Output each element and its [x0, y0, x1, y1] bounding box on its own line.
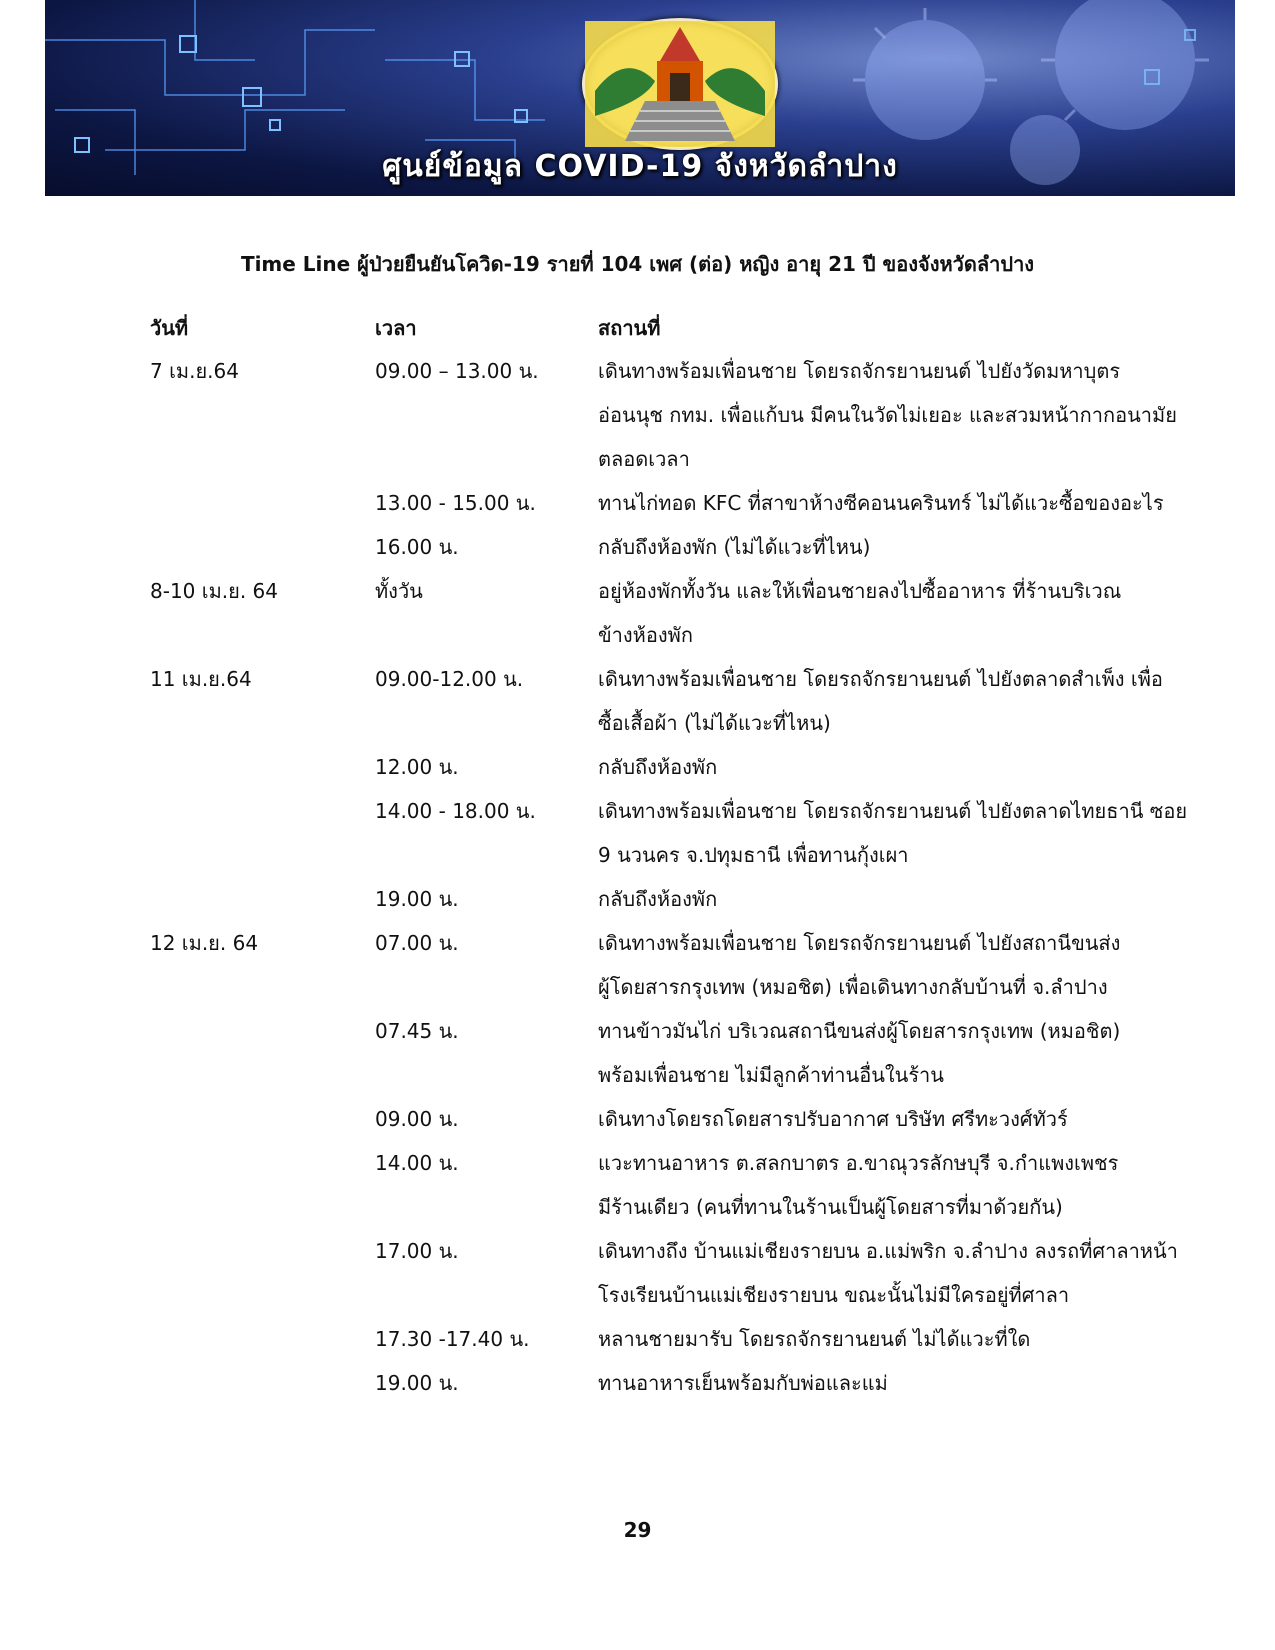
row-place: กลับถึงห้องพัก [598, 887, 718, 911]
row-place: ซื้อเสื้อผ้า (ไม่ได้แวะที่ไหน) [598, 711, 831, 735]
header-date: วันที่ [150, 316, 189, 340]
row-place: เดินทางถึง บ้านแม่เชียงรายบน อ.แม่พริก จ.ลำปาง ลงรถที่ศาลาหน้า [598, 1239, 1178, 1263]
row-place: โรงเรียนบ้านแม่เชียงรายบน ขณะนั้นไม่มีใครอยู่ที่ศาลา [598, 1283, 1070, 1307]
row-time: 09.00 – 13.00 น. [375, 359, 539, 383]
row-date: 12 เม.ย. 64 [150, 931, 259, 955]
row-place: ทานข้าวมันไก่ บริเวณสถานีขนส่งผู้โดยสารกรุงเทพ (หมอชิต) [598, 1019, 1121, 1043]
row-place: 9 นวนคร จ.ปทุมธานี เพื่อทานกุ้งเผา [598, 843, 909, 867]
row-place: ตลอดเวลา [598, 447, 690, 471]
row-place: อ่อนนุช กทม. เพื่อแก้บน มีคนในวัดไม่เยอะ และสวมหน้ากากอนามัย [598, 403, 1177, 427]
header-place: สถานที่ [598, 316, 661, 340]
row-place: แวะทานอาหาร ต.สลกบาตร อ.ขาณุวรลักษบุรี จ.กำแพงเพชร [598, 1151, 1119, 1175]
row-date: 11 เม.ย.64 [150, 667, 252, 691]
document-title: Time Line ผู้ป่วยยืนยันโควิด-19 รายที่ 104 เพศ (ต่อ) หญิง อายุ 21 ปี ของจังหวัดลำปาง [240, 252, 1035, 276]
row-place: เดินทางพร้อมเพื่อนชาย โดยรถจักรยานยนต์ ไปยังตลาดไทยธานี ซอย [598, 799, 1188, 823]
row-place: อยู่ห้องพักทั้งวัน และให้เพื่อนชายลงไปซื้ออาหาร ที่ร้านบริเวณ [598, 579, 1122, 603]
row-time: 16.00 น. [375, 535, 459, 559]
row-place: กลับถึงห้องพัก [598, 755, 718, 779]
row-date: 7 เม.ย.64 [150, 359, 239, 383]
row-place: กลับถึงห้องพัก (ไม่ได้แวะที่ไหน) [598, 535, 871, 559]
row-place: เดินทางพร้อมเพื่อนชาย โดยรถจักรยานยนต์ ไปยังตลาดสำเพ็ง เพื่อ [598, 667, 1163, 691]
row-place: ข้างห้องพัก [598, 623, 693, 647]
row-time: 19.00 น. [375, 1371, 459, 1395]
header-banner [45, 0, 1235, 196]
page-number: 29 [623, 1518, 652, 1542]
row-time: 17.30 -17.40 น. [375, 1327, 530, 1351]
header-time: เวลา [375, 316, 417, 340]
row-time: 14.00 น. [375, 1151, 459, 1175]
row-place: ทานอาหารเย็นพร้อมกับพ่อและแม่ [598, 1371, 888, 1395]
row-time: 07.00 น. [375, 931, 459, 955]
row-place: หลานชายมารับ โดยรถจักรยานยนต์ ไม่ได้แวะที่ใด [598, 1327, 1031, 1351]
row-place: ผู้โดยสารกรุงเทพ (หมอชิต) เพื่อเดินทางกลับบ้านที่ จ.ลำปาง [598, 975, 1108, 999]
row-time: 12.00 น. [375, 755, 459, 779]
row-time: 09.00-12.00 น. [375, 667, 524, 691]
provincial-seal-icon [582, 18, 778, 150]
row-place: เดินทางโดยรถโดยสารปรับอากาศ บริษัท ศรีทะวงศ์ทัวร์ [598, 1107, 1068, 1131]
banner-title: ศูนย์ข้อมูล COVID-19 จังหวัดลำปาง [382, 149, 898, 184]
row-place: ทานไก่ทอด KFC ที่สาขาห้างซีคอนนครินทร์ ไม่ได้แวะซื้อของอะไร [598, 491, 1164, 515]
row-place: เดินทางพร้อมเพื่อนชาย โดยรถจักรยานยนต์ ไปยังวัดมหาบุตร [598, 359, 1121, 383]
row-time: 07.45 น. [375, 1019, 459, 1043]
row-place: พร้อมเพื่อนชาย ไม่มีลูกค้าท่านอื่นในร้าน [598, 1063, 944, 1087]
row-date: 8-10 เม.ย. 64 [150, 579, 279, 603]
row-place: มีร้านเดียว (คนที่ทานในร้านเป็นผู้โดยสารที่มาด้วยกัน) [598, 1195, 1063, 1219]
row-time: ทั้งวัน [375, 579, 423, 603]
row-time: 14.00 - 18.00 น. [375, 799, 536, 823]
row-time: 09.00 น. [375, 1107, 459, 1131]
row-time: 19.00 น. [375, 887, 459, 911]
row-place: เดินทางพร้อมเพื่อนชาย โดยรถจักรยานยนต์ ไปยังสถานีขนส่ง [598, 931, 1121, 955]
row-time: 13.00 - 15.00 น. [375, 491, 536, 515]
row-time: 17.00 น. [375, 1239, 459, 1263]
